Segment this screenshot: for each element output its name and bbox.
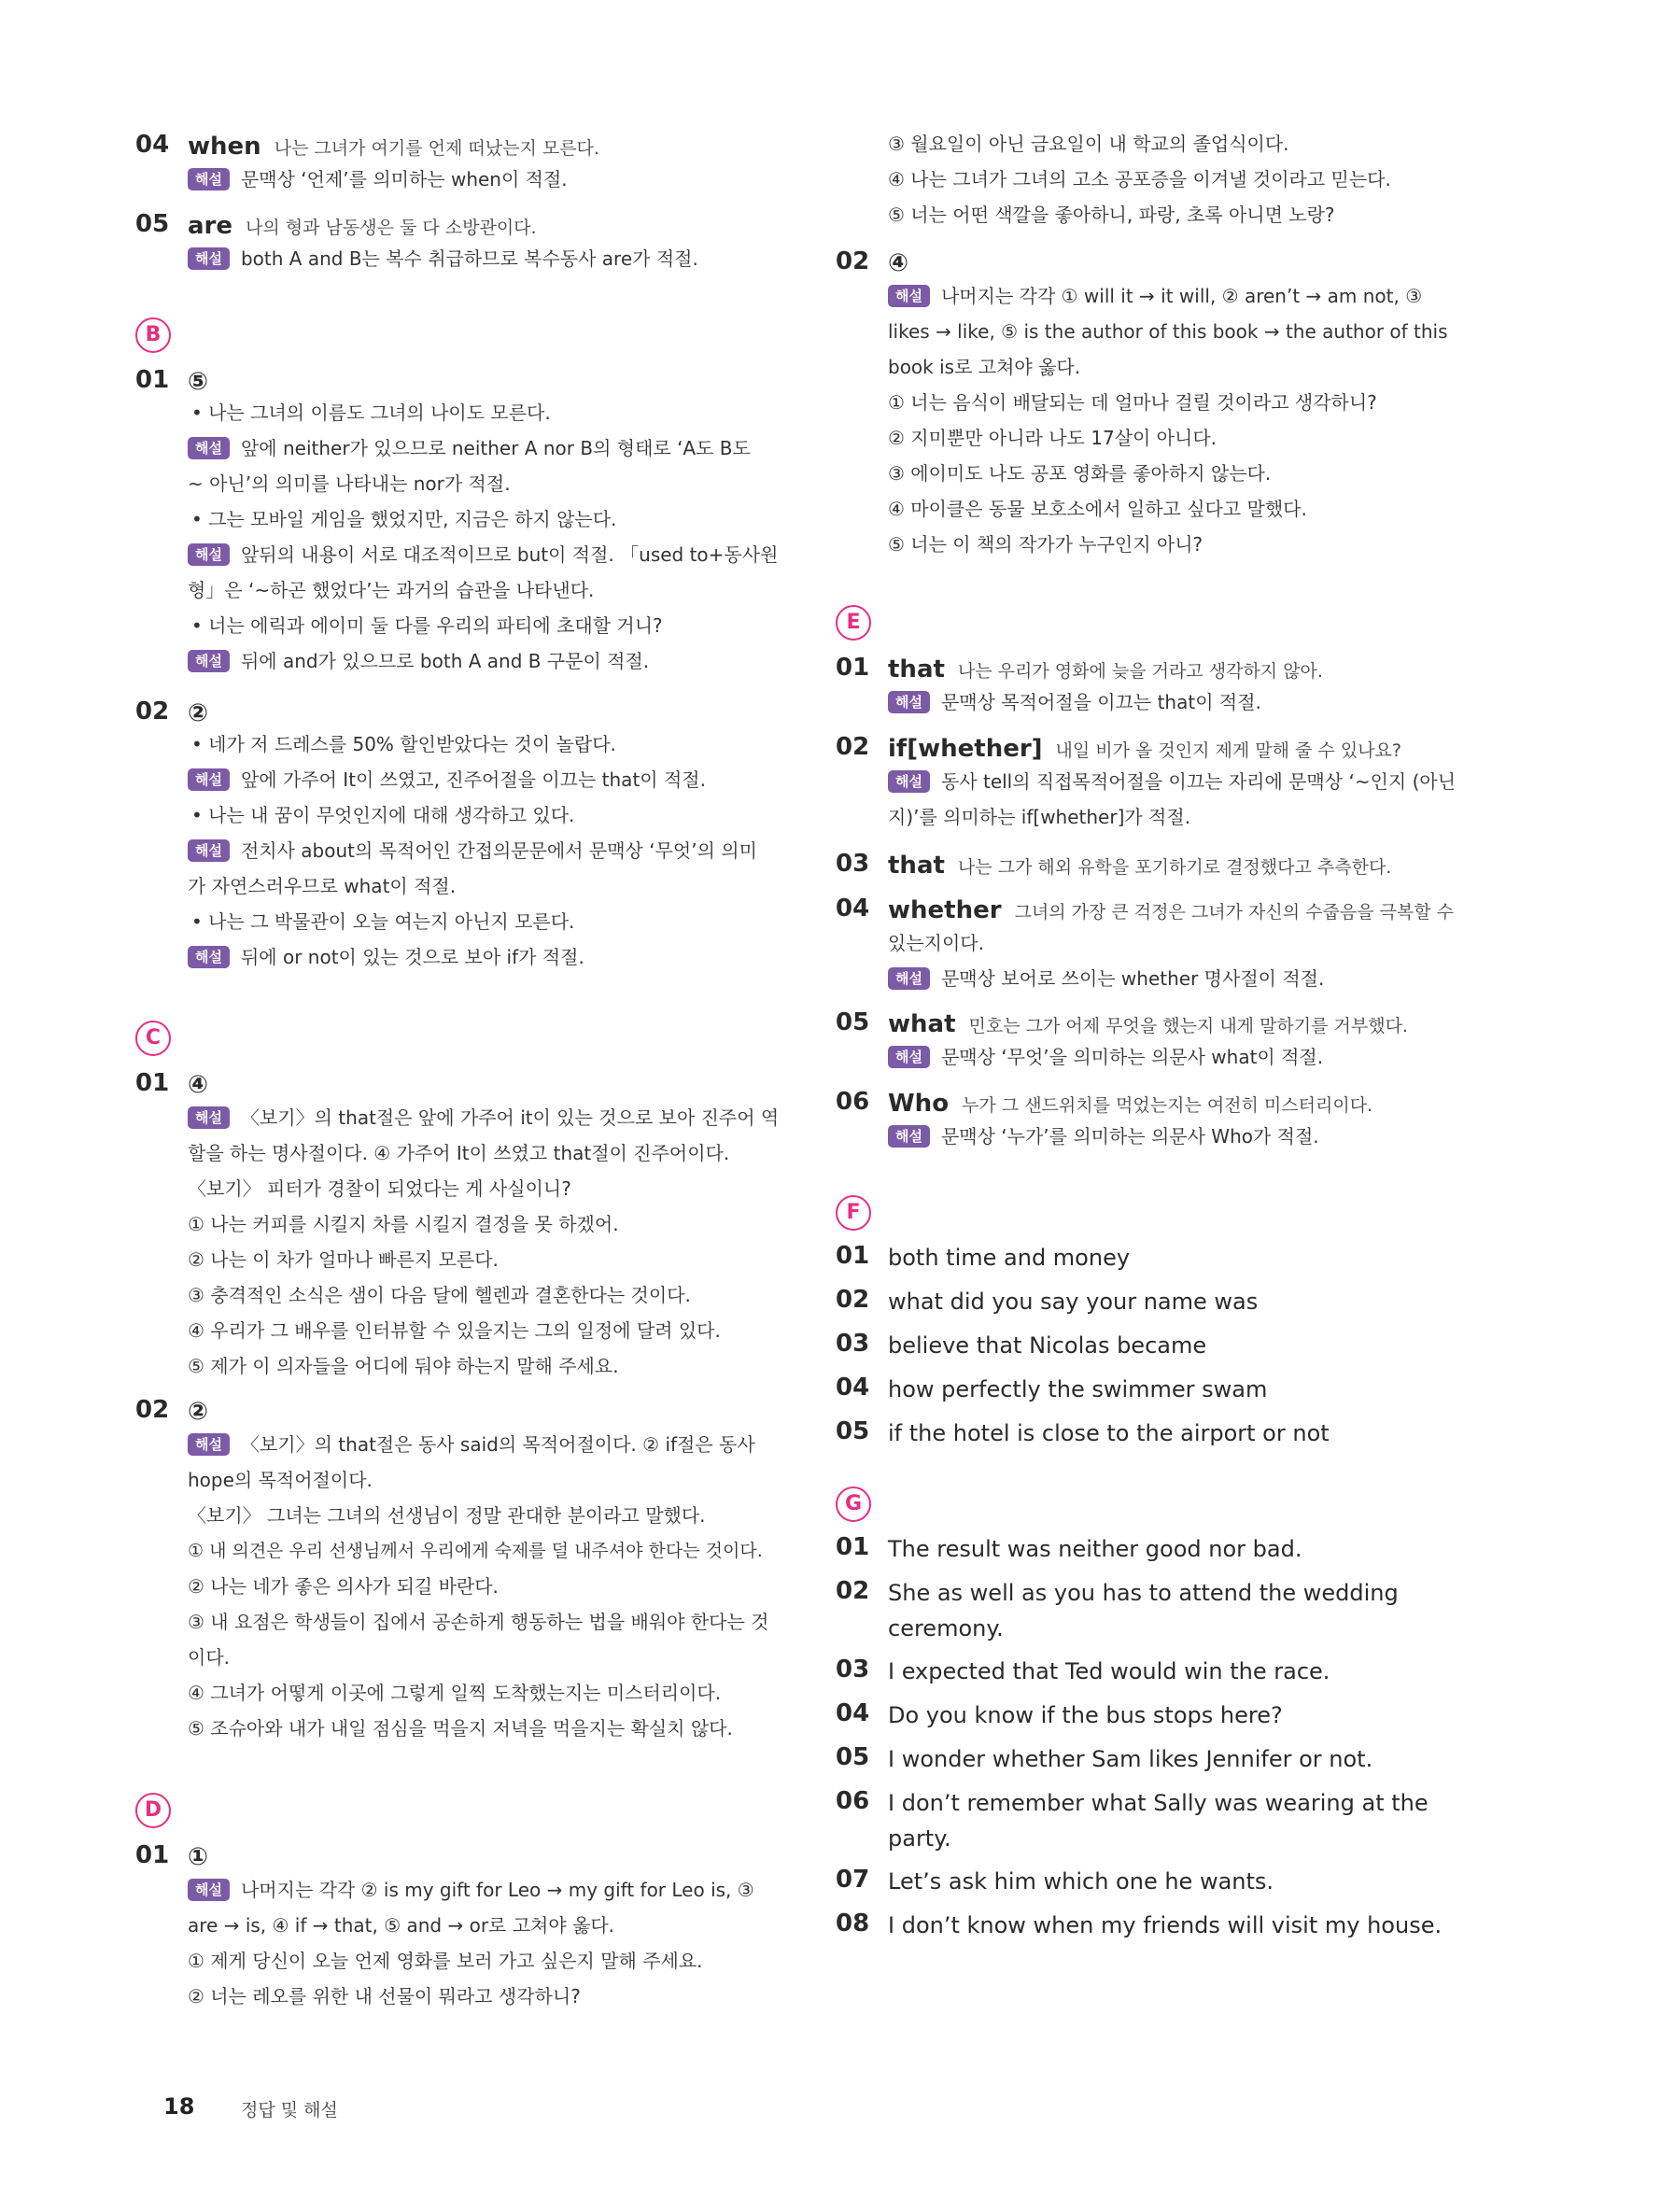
- answer: ②: [188, 1398, 209, 1426]
- section-marker-f: F: [836, 1195, 871, 1231]
- translation: 나의 형과 남동생은 둘 다 소방관이다.: [246, 218, 537, 238]
- answer: if[whether]: [888, 735, 1043, 763]
- example-sentence: • 나는 그녀의 이름도 그녀의 나이도 모른다.: [191, 402, 551, 424]
- explanation-badge: 해설: [188, 1879, 230, 1901]
- section-marker-e: E: [836, 605, 871, 641]
- explanation-badge: 해설: [188, 168, 230, 190]
- answer: that: [888, 655, 945, 683]
- option: ⑤ 제가 이 의자들을 어디에 둬야 하는지 말해 주세요.: [188, 1355, 619, 1377]
- option: ⑤ 너는 어떤 색깔을 좋아하니, 파랑, 초록 아니면 노랑?: [888, 204, 1335, 226]
- option: ⑤ 너는 이 책의 작가가 누구인지 아니?: [888, 533, 1203, 556]
- explanation-badge: 해설: [188, 946, 230, 968]
- option: ① 제게 당신이 오늘 언제 영화를 보러 가고 싶은지 말해 주세요.: [188, 1950, 703, 1972]
- explanation-cont: 가 자연스러우므로 what이 적절.: [188, 875, 457, 897]
- explanation: 앞뒤의 내용이 서로 대조적이므로 but이 적절. 「used to+동사원: [240, 543, 779, 566]
- option: ③ 월요일이 아닌 금요일이 내 학교의 졸업식이다.: [888, 133, 1289, 155]
- item-number: 03: [836, 850, 870, 878]
- answer: what: [888, 1010, 956, 1038]
- explanation-cont: 할을 하는 명사절이다. ④ 가주어 It이 쓰였고 that절이 진주어이다.: [188, 1142, 730, 1164]
- item-number: 01: [135, 1841, 170, 1869]
- option: ③ 충격적인 소식은 샘이 다음 달에 헬렌과 결혼한다는 것이다.: [188, 1284, 691, 1306]
- item-number: 02: [836, 247, 870, 275]
- explanation-badge: 해설: [188, 1106, 230, 1129]
- option: ④ 마이클은 동물 보호소에서 일하고 싶다고 말했다.: [888, 498, 1307, 520]
- translation: 나는 그녀가 여기를 언제 떠났는지 모른다.: [274, 138, 599, 159]
- option: ⑤ 조슈아와 내가 내일 점심을 먹을지 저녁을 먹을지는 확실치 않다.: [188, 1717, 733, 1740]
- option: ② 지미뿐만 아니라 나도 17살이 아니다.: [888, 427, 1218, 449]
- section-marker-d: D: [135, 1793, 171, 1828]
- page-number: 18: [163, 2093, 195, 2120]
- section-marker-b: B: [135, 317, 171, 353]
- item-number: 02: [135, 697, 170, 726]
- explanation-badge: 해설: [888, 691, 930, 713]
- explanation-badge: 해설: [188, 543, 230, 566]
- item-number: 01: [135, 366, 170, 394]
- answer: ④: [888, 249, 909, 277]
- item-number: 04: [135, 131, 170, 159]
- option: ④ 나는 그녀가 그녀의 고소 공포증을 이겨낼 것이라고 믿는다.: [888, 168, 1391, 190]
- answer: ①: [188, 1843, 209, 1871]
- explanation-badge: 해설: [188, 839, 230, 862]
- footer-label: 정답 및 해설: [241, 2100, 338, 2120]
- explanation: both A and B는 복수 취급하므로 복수동사 are가 적절.: [240, 247, 698, 270]
- explanation: 문맥상 ‘언제’를 의미하는 when이 적절.: [240, 168, 568, 190]
- example-sentence: • 나는 그 박물관이 오늘 여는지 아닌지 모른다.: [191, 910, 575, 933]
- explanation: 뒤에 and가 있으므로 both A and B 구문이 적절.: [240, 650, 650, 672]
- explanation-badge: 해설: [888, 1046, 930, 1068]
- section-marker-g: G: [836, 1486, 871, 1522]
- translation: 그녀의 가장 큰 걱정은 그녀가 자신의 수줍음을 극복할 수: [1014, 902, 1455, 923]
- example-sentence: • 너는 에릭과 에이미 둘 다를 우리의 파티에 초대할 거니?: [191, 614, 663, 637]
- explanation-badge: 해설: [188, 437, 230, 459]
- example-box: 〈보기〉 피터가 경찰이 되었다는 게 사실이니?: [188, 1177, 571, 1200]
- explanation-badge: 해설: [888, 967, 930, 990]
- explanation-cont: likes → like, ⑤ is the author of this book → the author of this: [888, 320, 1448, 343]
- translation: 민호는 그가 어제 무엇을 했는지 내게 말하기를 거부했다.: [968, 1016, 1408, 1036]
- explanation-badge: 해설: [188, 768, 230, 791]
- explanation: 〈보기〉의 that절은 앞에 가주어 it이 있는 것으로 보아 진주어 역: [240, 1106, 780, 1129]
- option: ③ 내 요점은 학생들이 집에서 공손하게 행동하는 법을 배워야 한다는 것: [188, 1611, 769, 1633]
- option: ② 나는 네가 좋은 의사가 되길 바란다.: [188, 1575, 499, 1598]
- explanation: 나머지는 각각 ② is my gift for Leo → my gift for Leo is, ③: [240, 1879, 754, 1901]
- explanation: 문맥상 목적어절을 이끄는 that이 적절.: [940, 691, 1261, 713]
- option: ④ 우리가 그 배우를 인터뷰할 수 있을지는 그의 일정에 달려 있다.: [188, 1319, 721, 1342]
- example-sentence: • 그는 모바일 게임을 했었지만, 지금은 하지 않는다.: [191, 508, 617, 530]
- answer: ⑤: [188, 368, 209, 396]
- translation: 나는 그가 해외 유학을 포기하기로 결정했다고 추측한다.: [957, 857, 1392, 878]
- item-number: 06: [836, 1088, 870, 1116]
- explanation: 문맥상 보어로 쓰이는 whether 명사절이 적절.: [940, 967, 1325, 990]
- option: ① 나는 커피를 시킬지 차를 시킬지 결정을 못 하겠어.: [188, 1213, 619, 1235]
- explanation: 나머지는 각각 ① will it → it will, ② aren’t → am not, ③: [940, 285, 1423, 307]
- explanation: 앞에 가주어 It이 쓰였고, 진주어절을 이끄는 that이 적절.: [240, 768, 706, 791]
- explanation: 문맥상 ‘누가’를 의미하는 의문사 Who가 적절.: [940, 1125, 1319, 1148]
- answer: when: [188, 133, 261, 161]
- explanation-badge: 해설: [188, 1433, 230, 1456]
- item-number: 04: [836, 895, 870, 923]
- item-number: 01: [836, 654, 870, 682]
- translation: 나는 우리가 영화에 늦을 거라고 생각하지 않아.: [957, 661, 1323, 682]
- explanation-cont: book is로 고쳐야 옳다.: [888, 356, 1081, 378]
- option: ① 내 의견은 우리 선생님께서 우리에게 숙제를 덜 내주셔야 한다는 것이다.: [188, 1541, 763, 1561]
- explanation-cont: are → is, ④ if → that, ⑤ and → or로 고쳐야 옳다.: [188, 1914, 615, 1937]
- example-sentence: • 나는 내 꿈이 무엇인지에 대해 생각하고 있다.: [191, 804, 575, 826]
- explanation-cont: 형」은 ‘~하곤 했었다’는 과거의 습관을 나타낸다.: [188, 579, 595, 601]
- item-number: 05: [135, 210, 170, 238]
- example-sentence: • 네가 저 드레스를 50% 할인받았다는 것이 놀랍다.: [191, 733, 616, 755]
- explanation-badge: 해설: [188, 650, 230, 672]
- explanation-badge: 해설: [188, 247, 230, 270]
- answer: that: [888, 852, 945, 880]
- explanation: 〈보기〉의 that절은 동사 said의 목적어절이다. ② if절은 동사: [240, 1433, 755, 1456]
- option: ④ 그녀가 어떻게 이곳에 그렇게 일찍 도착했는지는 미스터리이다.: [188, 1682, 722, 1704]
- explanation-cont: 지)’를 의미하는 if[whether]가 적절.: [888, 806, 1191, 828]
- answer: Who: [888, 1090, 950, 1118]
- option: ③ 에이미도 나도 공포 영화를 좋아하지 않는다.: [888, 462, 1272, 485]
- explanation: 전치사 about의 목적어인 간접의문문에서 문맥상 ‘무엇’의 의미: [240, 839, 757, 862]
- answer: are: [188, 212, 233, 240]
- explanation: 동사 tell의 직접목적어절을 이끄는 자리에 문맥상 ‘~인지 (아닌: [940, 770, 1457, 793]
- explanation-badge: 해설: [888, 770, 930, 793]
- answer: ②: [188, 699, 209, 727]
- answer: whether: [888, 896, 1002, 924]
- translation: 누가 그 샌드위치를 먹었는지는 여전히 미스터리이다.: [962, 1095, 1373, 1116]
- option: ① 너는 음식이 배달되는 데 얼마나 걸릴 것이라고 생각하니?: [888, 391, 1377, 414]
- explanation-cont: hope의 목적어절이다.: [188, 1469, 373, 1491]
- explanation: 문맥상 ‘무엇’을 의미하는 의문사 what이 적절.: [940, 1046, 1324, 1068]
- explanation-cont: ~ 아닌’의 의미를 나타내는 nor가 적절.: [188, 472, 511, 495]
- example-box: 〈보기〉 그녀는 그녀의 선생님이 정말 관대한 분이라고 말했다.: [188, 1504, 706, 1527]
- explanation-badge: 해설: [888, 1125, 930, 1148]
- explanation-badge: 해설: [888, 285, 930, 307]
- item-number: 02: [836, 733, 870, 761]
- option: ② 너는 레오를 위한 내 선물이 뭐라고 생각하니?: [188, 1985, 581, 2008]
- explanation: 뒤에 or not이 있는 것으로 보아 if가 적절.: [240, 946, 584, 968]
- answer: ④: [188, 1071, 209, 1099]
- translation: 내일 비가 올 것인지 제게 말해 줄 수 있나요?: [1055, 740, 1401, 761]
- option-cont: 이다.: [188, 1646, 230, 1669]
- item-number: 05: [836, 1008, 870, 1036]
- option: ② 나는 이 차가 얼마나 빠른지 모른다.: [188, 1248, 499, 1271]
- item-number: 01: [135, 1069, 170, 1097]
- item-number: 02: [135, 1396, 170, 1424]
- translation-cont: 있는지이다.: [888, 932, 984, 954]
- section-marker-c: C: [135, 1021, 171, 1056]
- explanation: 앞에 neither가 있으므로 neither A nor B의 형태로 ‘A도 B도: [240, 437, 751, 459]
